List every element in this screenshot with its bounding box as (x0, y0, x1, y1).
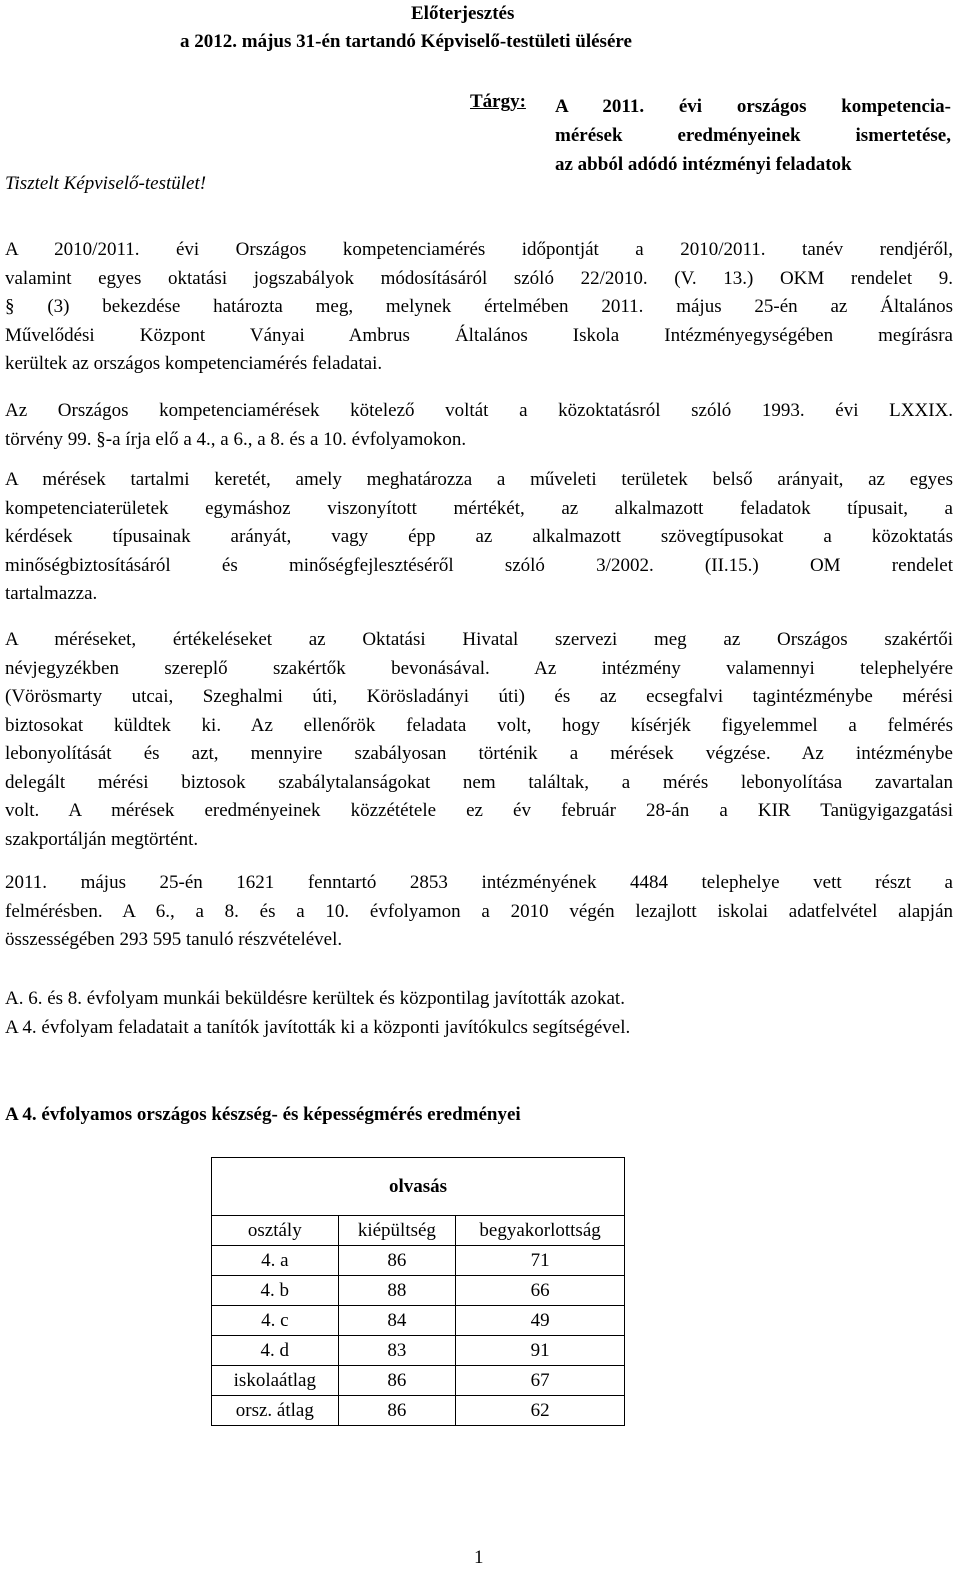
text-line: A mérések tartalmi keretét, amely meghatározza a műveleti területek belső arányait, az egyes (5, 469, 953, 490)
text-line: törvény 99. §-a írja elő a 4., a 6., a 8. és a 10. évfolyamokon. (5, 428, 467, 450)
text-line: összességében 293 595 tanuló részvételével. (5, 929, 343, 950)
table-cell: 71 (456, 1246, 625, 1276)
subject-label: Tárgy: (470, 91, 526, 112)
text-line: volt. A mérések eredményeinek közzététele ez év február 28-án a KIR Tanügyigazgatási (5, 800, 953, 821)
document-title: Előterjesztés (411, 3, 515, 24)
paragraph-5 (5, 869, 953, 955)
text-line: § (3) bekezdése határozta meg, melynek értelmében 2011. május 25-én az Általános (5, 296, 953, 317)
text-line: A 2010/2011. évi Országos kompetenciamérés időpontját a 2010/2011. tanév rendjéről, (5, 239, 953, 260)
subject-line: A 2011. évi országos kompetencia- (555, 96, 951, 117)
table-cell: 91 (456, 1336, 625, 1366)
text-line: kompetenciaterületek egymáshoz viszonyított mértékét, az alkalmazott feladatok típusait, a (5, 497, 953, 519)
table-cell: orsz. átlag (212, 1396, 339, 1426)
table-column-row (212, 1216, 625, 1246)
text-line: A méréseket, értékeléseket az Oktatási Hivatal szervezi meg az Országos szakértői (5, 629, 953, 650)
paragraph-4 (5, 626, 953, 854)
table-cell: 66 (456, 1276, 625, 1306)
table-cell: 84 (338, 1306, 456, 1336)
table-group-header: olvasás (212, 1158, 625, 1216)
table-cell: 67 (456, 1366, 625, 1396)
table-cell: 88 (338, 1276, 456, 1306)
subject-text (555, 92, 951, 179)
text-line: kérdések típusainak arányát, vagy épp az alkalmazott szövegtípusokat a közoktatás (5, 526, 953, 547)
text-line: szakportálján megtörtént. (5, 828, 199, 850)
subject-line: az abból adódó intézményi feladatok (555, 154, 852, 175)
table-cell: 62 (456, 1396, 625, 1426)
column-header: begyakorlottság (456, 1216, 625, 1246)
paragraph-6 (5, 985, 953, 1042)
page-number: 1 (474, 1547, 484, 1568)
paragraph-3 (5, 466, 953, 609)
document-subtitle: a 2012. május 31-én tartandó Képviselő-testületi ülésére (180, 31, 632, 52)
table-row (212, 1246, 625, 1276)
text-line: delegált mérési biztosok szabálytalanságokat nem találtak, a mérés lebonyolítása zavartalan (5, 771, 953, 793)
table-row (212, 1396, 625, 1426)
text-line: névjegyzékben szereplő szakértők bevonásával. Az intézmény valamennyi telephelyére (5, 657, 953, 679)
table-cell: 86 (338, 1246, 456, 1276)
text-line: minőségbiztosításáról és minőségfejlesztéséről szóló 3/2002. (II.15.) OM rendelet (5, 554, 953, 576)
column-header: kiépültség (338, 1216, 456, 1246)
table-header-row (212, 1158, 625, 1216)
text-line: (Vörösmarty utcai, Szeghalmi úti, Körösladányi úti) és az ecsegfalvi tagintézménybe mérési (5, 686, 953, 707)
text-line: valamint egyes oktatási jogszabályok módosításáról szóló 22/2010. (V. 13.) OKM rendelet 9. (5, 267, 953, 289)
table-row (212, 1306, 625, 1336)
table-row (212, 1366, 625, 1396)
text-line: Az Országos kompetenciamérések kötelező voltát a közoktatásról szóló 1993. évi LXXIX. (5, 400, 953, 421)
table-row (212, 1276, 625, 1306)
paragraph-2 (5, 397, 953, 454)
text-line: 2011. május 25-én 1621 fenntartó 2853 intézményének 4484 telephelye vett részt a (5, 872, 953, 893)
table-cell: 49 (456, 1306, 625, 1336)
table-cell: 83 (338, 1336, 456, 1366)
text-line: felmérésben. A 6., a 8. és a 10. évfolyamon a 2010 végén lezajlott iskolai adatfelvétel alapján (5, 900, 953, 922)
text-line: tartalmazza. (5, 583, 98, 604)
section-title: A 4. évfolyamos országos készség- és képességmérés eredményei (5, 1104, 521, 1125)
salutation: Tisztelt Képviselő-testület! (5, 173, 207, 194)
table-cell: 86 (338, 1396, 456, 1426)
subject-line: mérések eredményeinek ismertetése, (555, 125, 951, 146)
text-line: kerültek az országos kompetenciamérés feladatai. (5, 353, 383, 374)
table-cell: 86 (338, 1366, 456, 1396)
table-cell: iskolaátlag (212, 1366, 339, 1396)
table-cell: 4. a (212, 1246, 339, 1276)
table-cell: 4. d (212, 1336, 339, 1366)
column-header: osztály (212, 1216, 339, 1246)
text-line: biztosokat küldtek ki. Az ellenőrök feladata volt, hogy kísérjék figyelemmel a felmérés (5, 714, 953, 736)
text-line: A. 6. és 8. évfolyam munkái beküldésre kerültek és központilag javították azokat. (5, 988, 625, 1009)
paragraph-1 (5, 236, 953, 379)
table-row (212, 1336, 625, 1366)
results-table (211, 1157, 625, 1426)
text-line: lebonyolítását és azt, mennyire szabályosan történik a mérések végzése. Az intézménybe (5, 743, 953, 764)
text-line: Művelődési Központ Ványai Ambrus Általános Iskola Intézményegységében megírásra (5, 324, 953, 346)
text-line: A 4. évfolyam feladatait a tanítók javították ki a központi javítókulcs segítségével. (5, 1016, 631, 1038)
table-cell: 4. c (212, 1306, 339, 1336)
table-cell: 4. b (212, 1276, 339, 1306)
